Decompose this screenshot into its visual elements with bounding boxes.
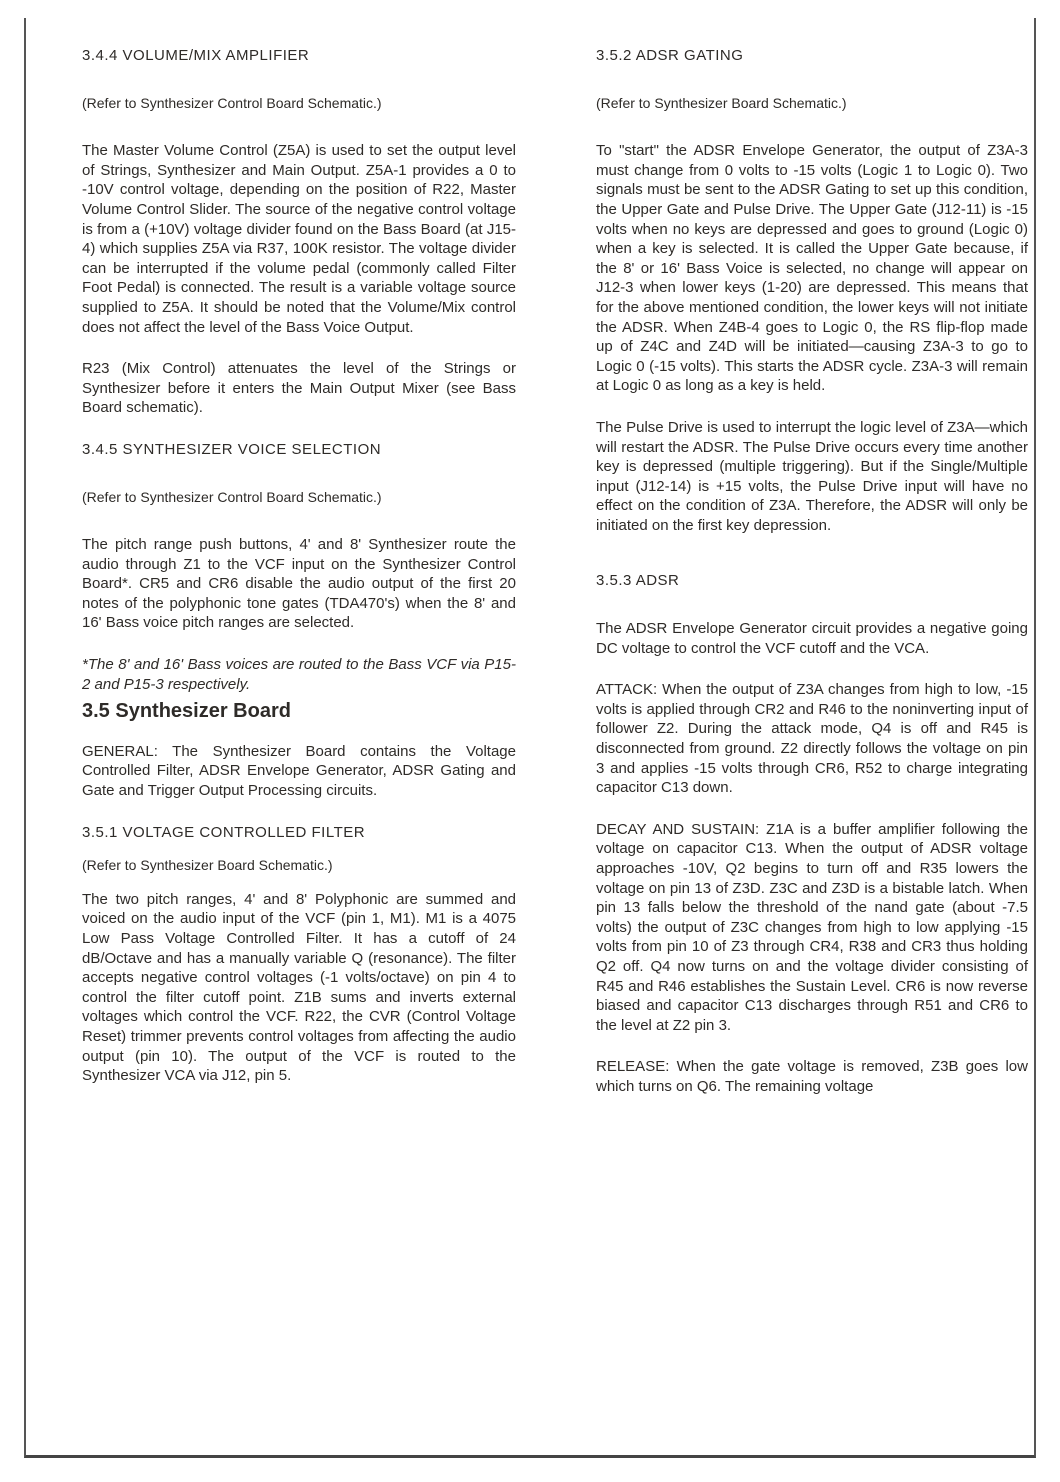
heading-3-4-4: 3.4.4 VOLUME/MIX AMPLIFIER (82, 47, 310, 64)
paragraph: ATTACK: When the output of Z3A changes from high to low, -15 volts is applied through CR2 and R46 to the noninverting input of follower Z2. During the attack mode, Q4 is off and R45 is disconnected from ground. Z2 directly follows the voltage on pin 3 and applies -15 volts through CR6, R52 to charge integrating capacitor C13 down. (596, 681, 1028, 797)
manual-page (24, 18, 1036, 1458)
reference-note: (Refer to Synthesizer Board Schematic.) (82, 857, 333, 874)
paragraph: The two pitch ranges, 4' and 8' Polyphonic are summed and voiced on the audio input of the VCF (pin 1, M1). M1 is a 4075 Low Pass Voltage Controlled Filter. It has a cutoff of 24 dB/Octave and has a manually variable Q (resonance). The filter accepts negative control voltages (-1 volts/octave) on pin 4 to control the filter cutoff point. Z1B sums and inverts external voltages which control the VCF. R22, the CVR (Control Voltage Reset) trimmer prevents control voltages from affecting the audio output (pin 10). The output of the VCF is routed to the Synthesizer VCA via J12, pin 5. (82, 890, 516, 1085)
heading-3-5-1: 3.5.1 VOLTAGE CONTROLLED FILTER (82, 823, 366, 841)
right-column (596, 46, 1028, 1119)
paragraph: RELEASE: When the gate voltage is removed, Z3B goes low which turns on Q6. The remaining voltage (596, 1058, 1028, 1095)
heading-3-5: 3.5 Synthesizer Board (82, 700, 291, 723)
heading-3-5-2: 3.5.2 ADSR GATING (596, 47, 744, 64)
paragraph: The pitch range push buttons, 4' and 8' Synthesizer route the audio through Z1 to the VCF input on the Synthesizer Control Board*. CR5 and CR6 disable the audio output of the first 20 notes of the polyphonic tone gates (TDA470's) when the 8' and 16' Bass voice pitch ranges are selected. (82, 536, 516, 632)
paragraph: R23 (Mix Control) attenuates the level of the Strings or Synthesizer before it enters the Main Output Mixer (see Bass Board schematic). (82, 360, 516, 417)
paragraph: GENERAL: The Synthesizer Board contains the Voltage Controlled Filter, ADSR Envelope Generator, ADSR Gating and Gate and Trigger Output Processing circuits. (82, 742, 516, 800)
left-column (82, 46, 516, 1108)
paragraph: The ADSR Envelope Generator circuit provides a negative going DC voltage to control the VCF cutoff and the VCA. (596, 620, 1028, 657)
reference-note: (Refer to Synthesizer Control Board Schematic.) (82, 488, 382, 505)
reference-note: (Refer to Synthesizer Control Board Schematic.) (82, 94, 382, 111)
paragraph: The Master Volume Control (Z5A) is used to set the output level of Strings, Synthesizer and Main Output. Z5A-1 provides a 0 to -10V control voltage, depending on the position of R22, Master Volume Control Slider. The source of the negative control voltage is from a (+10V) voltage divider found on the Bass Board (at J15-4) which supplies Z5A via R37, 100K resistor. The voltage divider can be interrupted if the volume pedal (commonly called Filter Foot Pedal) is connected. The result is a variable voltage source supplied to Z5A. It should be noted that the Volume/Mix control does not affect the level of the Bass Voice Output. (82, 142, 516, 336)
heading-3-4-5: 3.4.5 SYNTHESIZER VOICE SELECTION (82, 440, 382, 458)
reference-note: (Refer to Synthesizer Board Schematic.) (596, 94, 847, 111)
heading-3-5-3: 3.5.3 ADSR (596, 572, 680, 590)
paragraph: The Pulse Drive is used to interrupt the logic level of Z3A—which will restart the ADSR. The Pulse Drive occurs every time another key is depressed (multiple triggering). But if the Single/Multiple input (J12-14) is +15 volts, the Pulse Drive input will have no effect on the condition of Z3A. Therefore, the ADSR will only be initiated on the first key depression. (596, 418, 1028, 534)
footnote: *The 8' and 16' Bass voices are routed to the Bass VCF via P15-2 and P15-3 respectively. (82, 656, 516, 693)
paragraph: DECAY AND SUSTAIN: Z1A is a buffer amplifier following the voltage on capacitor C13. When the output of ADSR voltage approaches -10V, Q2 begins to turn off and R35 lowers the voltage on pin 13 of Z3D. Z3C and Z3D is a bistable latch. When pin 13 falls below the threshold of the nand gate (about -7.5 volts) the output of Z3C changes from high to low applying -15 volts from pin 10 of Z3 through CR4, R38 and CR3 thus holding Q2 off. Q4 now turns on and the voltage divider consisting of R45 and R46 establishes the Sustain Level. CR6 is now reverse biased and capacitor C13 discharges through R51 and CR6 to the level at Z2 pin 3. (596, 820, 1028, 1034)
paragraph: To "start" the ADSR Envelope Generator, the output of Z3A-3 must change from 0 volts to -15 volts (Logic 1 to Logic 0). Two signals must be sent to the ADSR Gating to set up this condition, the Upper Gate and Pulse Drive. The Upper Gate (J12-11) is -15 volts when no keys are depressed and goes to ground (Logic 0) when a key is selected. It is called the Upper Gate because, if the 8' or 16' Bass Voice is selected, no change will appear on J12-3 when lower keys (1-20) are depressed. This means that for the above mentioned condition, the lower keys will not initiate the ADSR. When Z4B-4 goes to Logic 0, the RS flip-flop made up of Z4C and Z4D will be initiated—causing Z3A-3 to go to Logic 0 (-15 volts). This starts the ADSR cycle. Z3A-3 will remain at Logic 0 as long as a key is held. (596, 142, 1028, 395)
